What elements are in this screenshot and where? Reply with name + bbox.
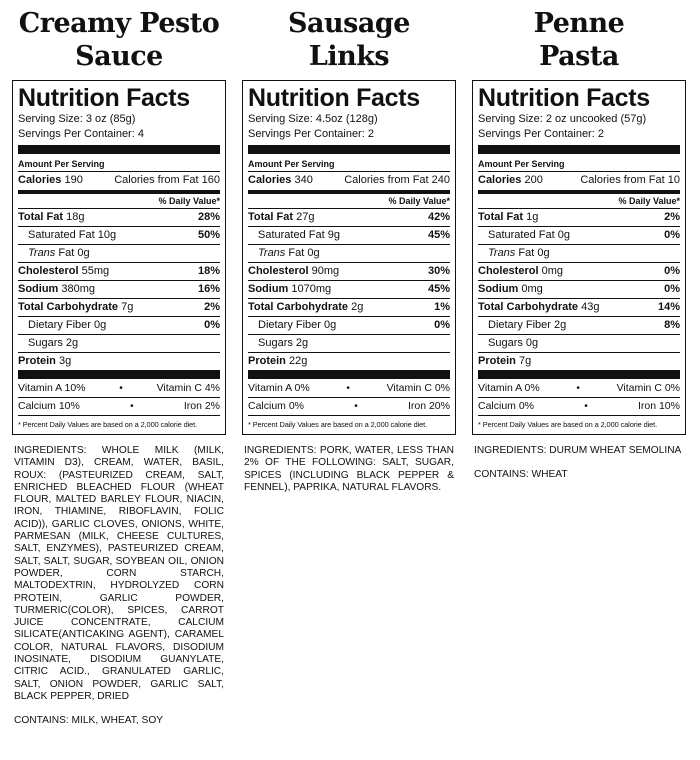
vitamin-c: Vitamin C 4%: [156, 382, 220, 394]
calories-from-fat: Calories from Fat 160: [114, 174, 220, 186]
fiber-dv: 0%: [204, 319, 220, 331]
product-name: Penne Pasta: [533, 8, 625, 72]
nutrition-facts-title: Nutrition Facts: [478, 84, 650, 112]
product-column: [242, 0, 456, 506]
total-fat-row: Total Fat 1g 2%: [478, 208, 680, 226]
saturated-fat-row: Saturated Fat 0g 0%: [478, 226, 680, 244]
carbohydrate-dv: 14%: [657, 301, 680, 313]
calories-value: Calories 200: [478, 174, 543, 186]
vitamin-c: Vitamin C 0%: [386, 382, 450, 394]
saturated-fat-row: Saturated Fat 9g 45%: [248, 226, 450, 244]
bullet-separator: •: [130, 401, 134, 412]
carbohydrate-row: Total Carbohydrate 43g 14%: [478, 298, 680, 316]
total-fat-row: Total Fat 27g 42%: [248, 208, 450, 226]
bullet-separator: •: [584, 401, 588, 412]
bullet-separator: •: [354, 401, 358, 412]
sodium-dv: 16%: [197, 283, 220, 295]
ingredients-text: INGREDIENTS: PORK, WATER, LESS THAN 2% OF THE FOLLOWING: SALT, SUGAR, SPICES (INCLUDING BLACK PEPPER & FENNEL), PAPRIKA, NATURAL FLAVORS.: [244, 445, 454, 493]
cholesterol-row: Cholesterol 55mg 18%: [18, 262, 220, 280]
protein-row: Protein 7g: [478, 352, 680, 370]
cholesterol-row: Cholesterol 0mg 0%: [478, 262, 680, 280]
product-name: Creamy Pesto Sauce: [18, 8, 220, 72]
thick-divider: [248, 145, 450, 154]
mineral-row: [248, 397, 450, 415]
thick-divider: [18, 145, 220, 154]
serving-size: Serving Size: 3 oz (85g): [18, 113, 136, 125]
daily-value-header: % Daily Value*: [388, 196, 450, 206]
cholesterol-dv: 0%: [664, 265, 680, 277]
trans-fat-row: Trans Fat 0g: [248, 244, 450, 262]
sugars-row: Sugars 2g: [248, 334, 450, 352]
iron: Iron 20%: [407, 400, 450, 412]
amount-per-serving: Amount Per Serving: [18, 159, 105, 169]
allergen-contains: CONTAINS: WHEAT: [474, 469, 568, 481]
ingredients-text: INGREDIENTS: WHOLE MILK (MILK, VITAMIN D3), CREAM, WATER, BASIL, ROUX: (PASTEURIZED CREAM, SALT, ENRICHED BLEACHED FLOUR (WHEAT FLOUR, MALTED BARLEY FLOUR, NIACIN, IRON, THIAMINE, RIBOFLAVIN, FOLIC ACID)), GARLIC CLOVES, ONIONS, WHITE, PARMESAN (MILK, CHEESE CULTURES, SALT, ENZYMES), PASTEURIZED CREAM, SALT, SALT, SUGAR, SOYBEAN OIL, ONION POWDER, CORN STARCH, MALTODEXTRIN, HYDROLYZED CORN PROTEIN, GARLIC POWDER, TURMERIC(COLOR), SPICES, CARROT JUICE CONCENTRATE, CALCIUM SILICATE(ANTICAKING AGENT), CARAMEL COLOR, NATURAL FLAVORS, DISODIUM INOSINATE, DISODIUM GUANYLATE, CITRIC ACID., GRANULATED GARLIC, SALT, ONION POWDER, GARLIC SALT, BLACK PEPPER, DRIED: [14, 445, 224, 702]
nutrition-facts-label: [472, 80, 686, 435]
fiber-dv: 8%: [664, 319, 680, 331]
mineral-row: [18, 397, 220, 415]
serving-size: Serving Size: 4.5oz (128g): [248, 113, 378, 125]
vitamin-row: [248, 380, 450, 397]
bullet-separator: •: [119, 383, 123, 394]
sodium-dv: 45%: [427, 283, 450, 295]
calories-row: [478, 171, 680, 188]
product-name: Sausage Links: [288, 8, 410, 72]
product-column: [12, 0, 226, 728]
amount-per-serving: Amount Per Serving: [248, 159, 335, 169]
mineral-row: [478, 397, 680, 415]
calories-value: Calories 340: [248, 174, 313, 186]
saturated-fat-dv: 0%: [664, 229, 680, 241]
thick-divider: [478, 145, 680, 154]
servings-per-container: Servings Per Container: 2: [478, 128, 604, 140]
total-fat-dv: 42%: [427, 211, 450, 223]
servings-per-container: Servings Per Container: 2: [248, 128, 374, 140]
vitamin-a: Vitamin A 10%: [18, 382, 86, 394]
vitamin-row: [478, 380, 680, 397]
sodium-row: Sodium 0mg 0%: [478, 280, 680, 298]
saturated-fat-dv: 50%: [197, 229, 220, 241]
sodium-dv: 0%: [664, 283, 680, 295]
allergen-contains: CONTAINS: MILK, WHEAT, SOY: [14, 715, 164, 727]
fiber-row: Dietary Fiber 0g 0%: [248, 316, 450, 334]
footnote: * Percent Daily Values are based on a 2,000 calorie diet.: [18, 415, 220, 430]
calories-value: Calories 190: [18, 174, 83, 186]
ingredients-text: INGREDIENTS: DURUM WHEAT SEMOLINA: [474, 445, 682, 456]
bullet-separator: •: [576, 383, 580, 394]
cholesterol-dv: 30%: [427, 265, 450, 277]
calories-from-fat: Calories from Fat 240: [344, 174, 450, 186]
nutrition-facts-label: [12, 80, 226, 435]
trans-fat-row: Trans Fat 0g: [18, 244, 220, 262]
calories-from-fat: Calories from Fat 10: [580, 174, 680, 186]
footnote: * Percent Daily Values are based on a 2,000 calorie diet.: [478, 415, 680, 430]
calcium: Calcium 0%: [478, 400, 535, 412]
fiber-row: Dietary Fiber 2g 8%: [478, 316, 680, 334]
calcium: Calcium 0%: [248, 400, 305, 412]
sodium-row: Sodium 1070mg 45%: [248, 280, 450, 298]
amount-per-serving: Amount Per Serving: [478, 159, 565, 169]
servings-per-container: Servings Per Container: 4: [18, 128, 144, 140]
carbohydrate-dv: 2%: [204, 301, 220, 313]
nutrition-facts-title: Nutrition Facts: [248, 84, 420, 112]
iron: Iron 2%: [183, 400, 220, 412]
thick-divider: [248, 370, 450, 379]
sodium-row: Sodium 380mg 16%: [18, 280, 220, 298]
daily-value-header: % Daily Value*: [618, 196, 680, 206]
total-fat-dv: 2%: [664, 211, 680, 223]
protein-row: Protein 22g: [248, 352, 450, 370]
trans-fat-row: Trans Fat 0g: [478, 244, 680, 262]
carbohydrate-row: Total Carbohydrate 7g 2%: [18, 298, 220, 316]
vitamin-c: Vitamin C 0%: [616, 382, 680, 394]
cholesterol-dv: 18%: [197, 265, 220, 277]
vitamin-a: Vitamin A 0%: [248, 382, 310, 394]
carbohydrate-row: Total Carbohydrate 2g 1%: [248, 298, 450, 316]
saturated-fat-row: Saturated Fat 10g 50%: [18, 226, 220, 244]
thick-divider: [18, 370, 220, 379]
iron: Iron 10%: [637, 400, 680, 412]
cholesterol-row: Cholesterol 90mg 30%: [248, 262, 450, 280]
calcium: Calcium 10%: [18, 400, 80, 412]
saturated-fat-dv: 45%: [427, 229, 450, 241]
total-fat-dv: 28%: [197, 211, 220, 223]
sugars-row: Sugars 2g: [18, 334, 220, 352]
vitamin-a: Vitamin A 0%: [478, 382, 540, 394]
vitamin-row: [18, 380, 220, 397]
fiber-row: Dietary Fiber 0g 0%: [18, 316, 220, 334]
nutrition-facts-label: [242, 80, 456, 435]
thick-divider: [478, 370, 680, 379]
daily-value-header: % Daily Value*: [158, 196, 220, 206]
sugars-row: Sugars 0g: [478, 334, 680, 352]
nutrition-facts-title: Nutrition Facts: [18, 84, 190, 112]
calories-row: [248, 171, 450, 188]
fiber-dv: 0%: [434, 319, 450, 331]
product-column: [472, 0, 686, 482]
protein-row: Protein 3g: [18, 352, 220, 370]
calories-row: [18, 171, 220, 188]
bullet-separator: •: [346, 383, 350, 394]
total-fat-row: Total Fat 18g 28%: [18, 208, 220, 226]
carbohydrate-dv: 1%: [434, 301, 450, 313]
footnote: * Percent Daily Values are based on a 2,000 calorie diet.: [248, 415, 450, 430]
serving-size: Serving Size: 2 oz uncooked (57g): [478, 113, 647, 125]
